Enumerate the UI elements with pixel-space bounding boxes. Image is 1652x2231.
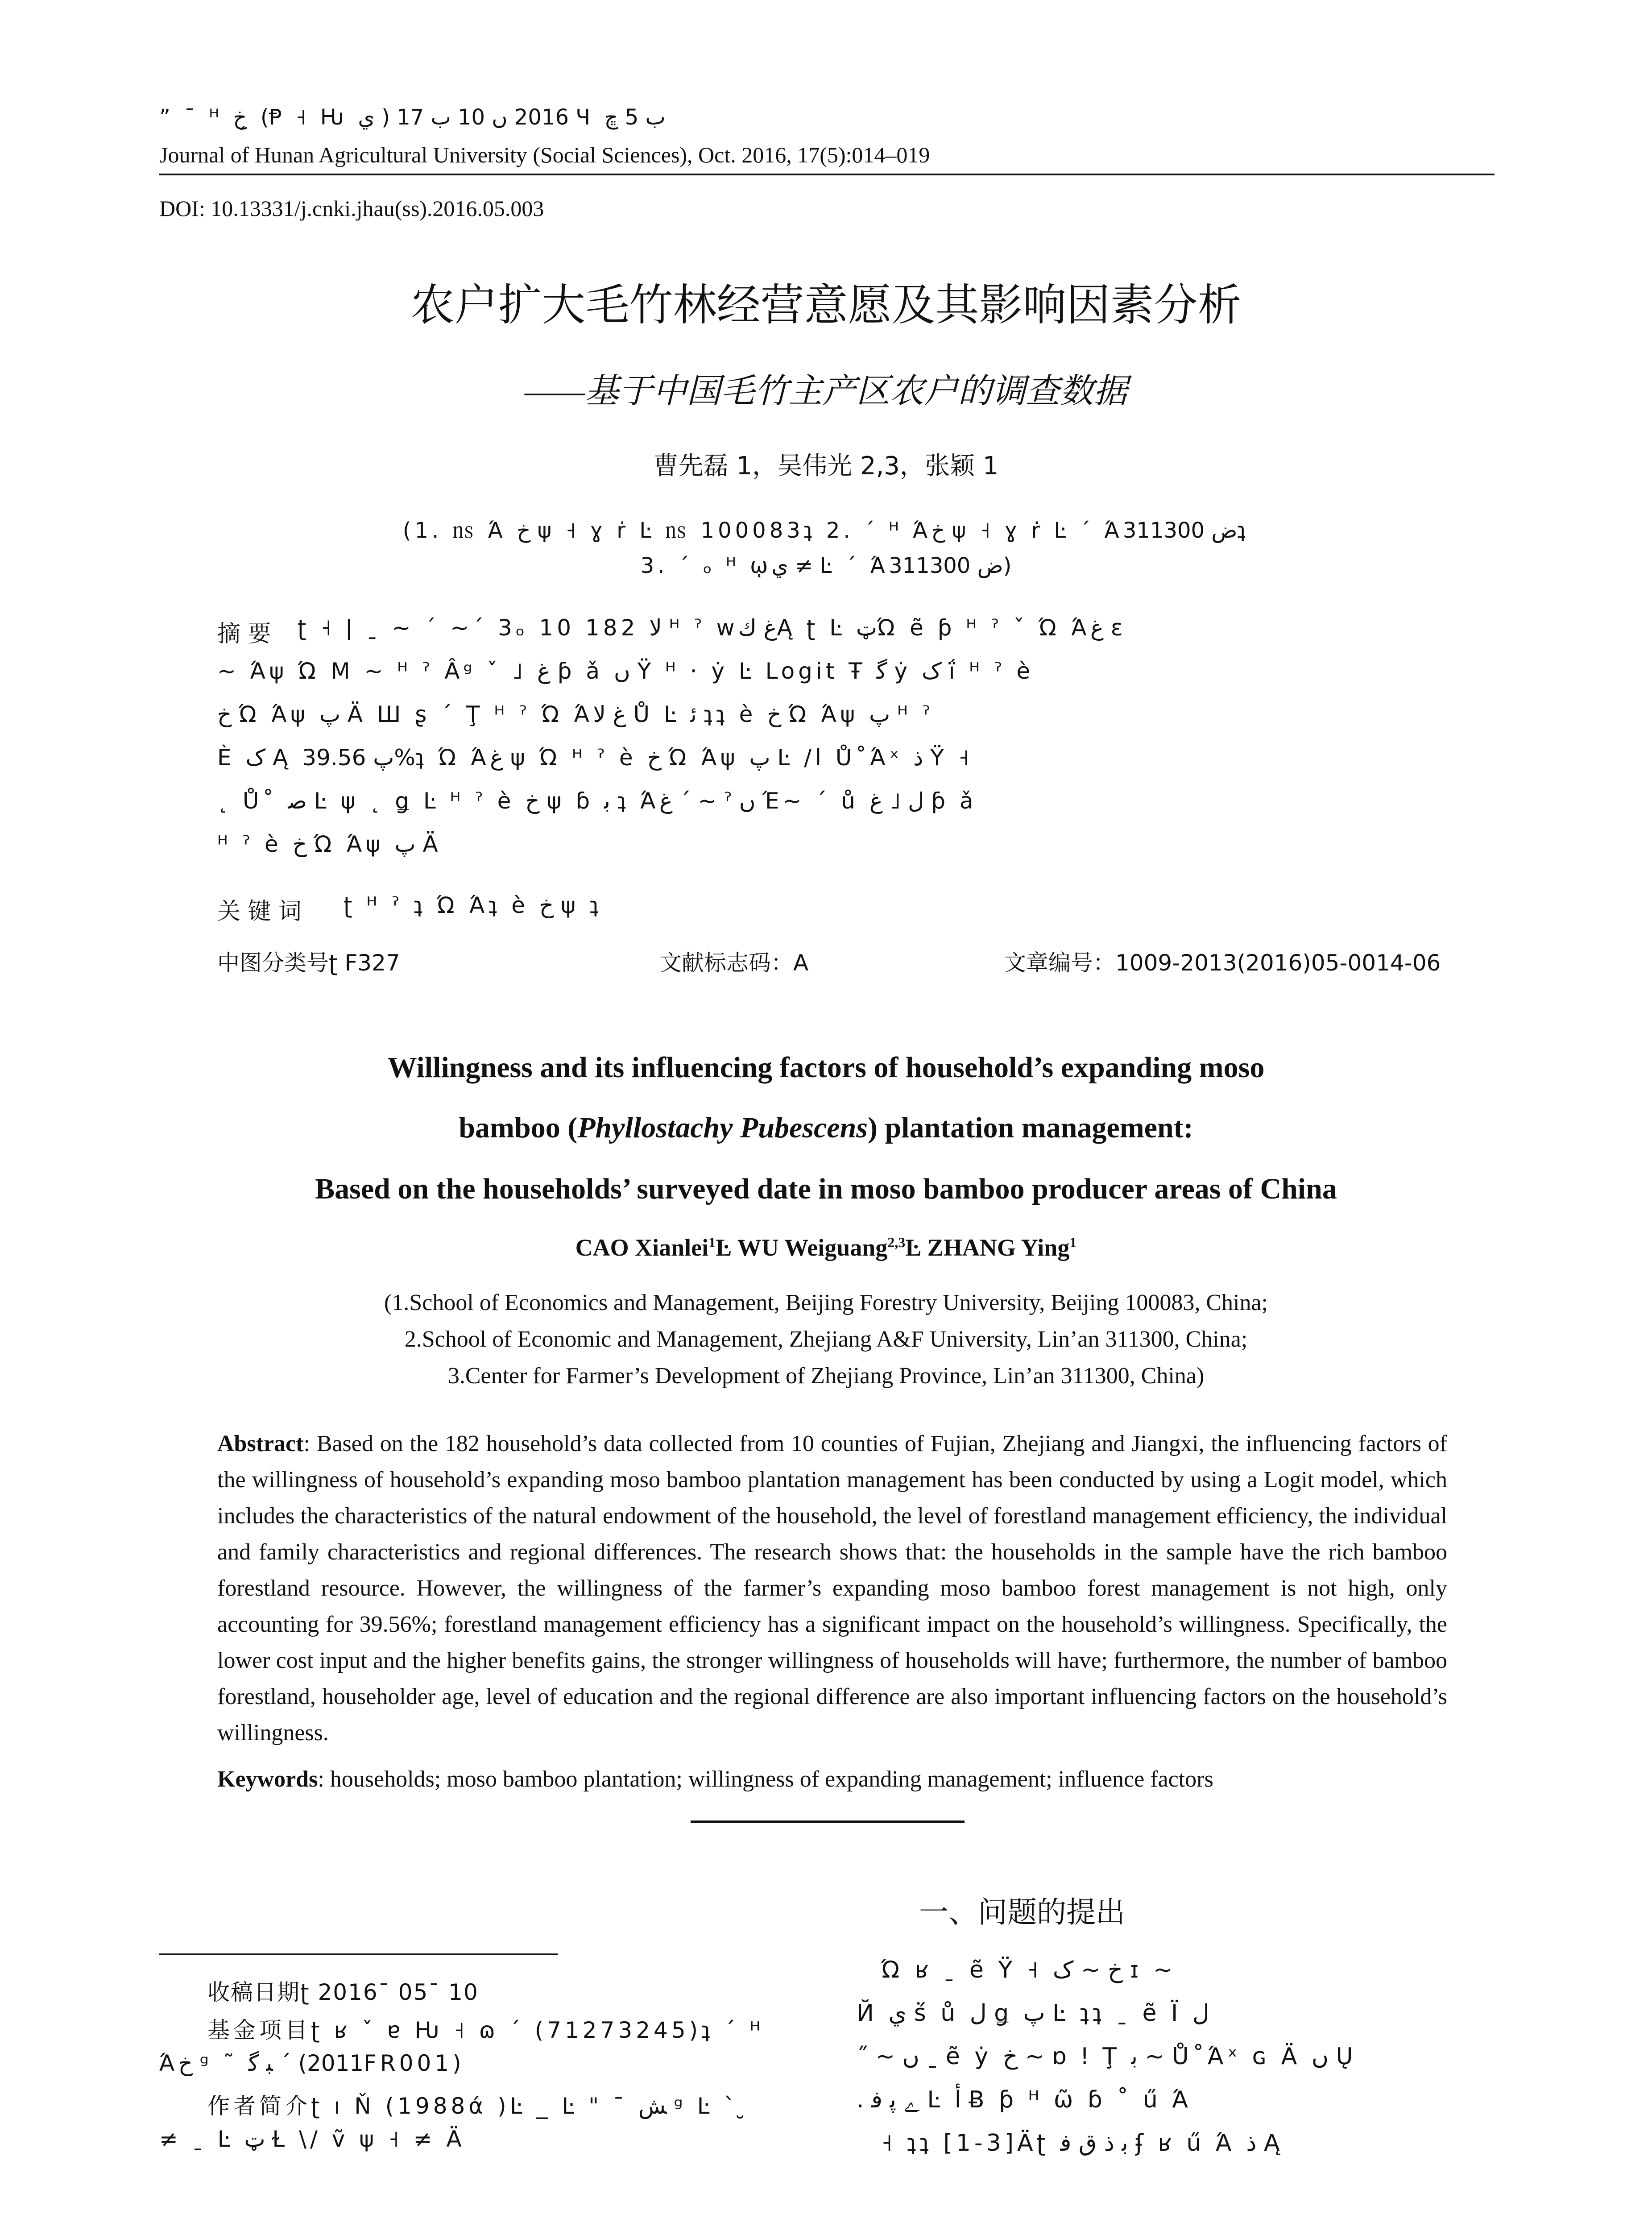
cn-abstract-line: ˛ Ů˚ ﺻ Ŀ ψ ˛ ǥ Ŀ ᴴ ˀ è ﺥ ψ ɓ ﺑ ʇ Άﻍ ˊ ~ ˀ ں Έ~ ˊ ů ﻝ ˩ ﻍ ƥ ǎ bbox=[217, 788, 977, 814]
footnote-rule bbox=[159, 1953, 558, 1955]
en-keywords bbox=[217, 1766, 1213, 1792]
section-divider bbox=[691, 1820, 965, 1823]
en-keywords-label: Keywords bbox=[217, 1767, 318, 1792]
author-cao-sup: 1 bbox=[708, 1234, 716, 1250]
article-number: 文章编号：1009-2013(2016)05-0014-06 bbox=[1004, 950, 1441, 976]
en-title-line-2 bbox=[0, 1111, 1652, 1145]
journal-line: Journal of Hunan Agricultural University (Social Sciences), Oct. 2016, 17(5):014–019 bbox=[159, 142, 930, 167]
en-affiliation-1: (1.School of Economics and Management, Beijing Forestry University, Beijing 100083, China; bbox=[384, 1290, 1268, 1315]
author-wu: Ŀ WU Weiguang bbox=[716, 1234, 888, 1261]
en-abstract bbox=[217, 1426, 1447, 1751]
author-cao: CAO Xianlei bbox=[575, 1234, 709, 1261]
author-wu-sup: 2,3 bbox=[887, 1234, 906, 1250]
en-abstract-label: Abstract bbox=[217, 1431, 304, 1456]
cn-abstract-line: ~ Άψ Ώ M ~ ᴴ ˀ Âᵍ ˇ ˩ ﻍ ƥ ǎ ﮞ Ÿ ᴴ · ẏ Ŀ Logit Ŧ ﮔ ẏ ﮎ ḯ ᴴ ˀ è bbox=[217, 658, 1034, 684]
header-rule bbox=[159, 174, 1495, 175]
cn-abstract-line: È ﮎ Ą ﭖ 39.56%ʇ Ώ Άﻍ ψ Ώ ᴴ ˀ è ﺥ Ώ Άψ ﭖ Ŀ /l Ů˚Άˣ ﺫ Ÿ ˧ bbox=[217, 745, 973, 771]
author-bio-2: ≠ ˍ Ŀ ټ Ɫ \/ ṽ ψ ˧ ≠ Ä bbox=[159, 2126, 465, 2152]
main-title: 农户扩大毛竹林经营意愿及其影响因素分析 bbox=[410, 280, 1242, 331]
en-title-line-2-post: ) plantation management: bbox=[868, 1111, 1193, 1144]
received-date: 收稿日期ʈ 2016ˉ 05ˉ 10 bbox=[207, 1979, 479, 2005]
cn-affiliation-2: 3. ˊ ₒ ᴴ ῳي ≠ Ŀ ˊ Άﺽ 311300) bbox=[640, 553, 1012, 578]
author-bio-1: 作者简介ʈ ı Ň (1988ά )Ŀ _ Ŀ " ¯ ﺶ ᵍ Ŀ ` ̮ bbox=[207, 2093, 749, 2119]
section-line: Й ي ṥ ů ﻝ ǥ ﭖ Ŀ ʇʇ ˍ ẽ Ï ﻝ bbox=[857, 2000, 1209, 2027]
author-zhang-sup: 1 bbox=[1069, 1234, 1077, 1250]
cn-keywords-label: 关 键 词 bbox=[217, 898, 302, 925]
document-code: 文献标志码：A bbox=[659, 950, 809, 976]
en-affiliation-2: 2.School of Economic and Management, Zhejiang A&F University, Lin’an 311300, China; bbox=[404, 1327, 1248, 1352]
cn-affiliation-1: (1. ㎱ Ά ﺥ ψ ˧ ɣ ṙ Ŀ ㎱ 100083ʇ 2. ˊ ᴴ Άﺥ ψ ˧ ɣ ṙ Ŀ ˊ Άﺽ 311300ʇ bbox=[402, 518, 1250, 543]
author-zhang: Ŀ ZHANG Ying bbox=[905, 1234, 1070, 1261]
en-affiliation-3: 3.Center for Farmer’s Development of Zhejiang Province, Lin’an 311300, China) bbox=[447, 1363, 1205, 1389]
cn-abstract-line: ﺥ Ώ Άψ ﭖ Ä Ш ʂ ˊ Ţ ᴴ ˀ Ώ Άﻍ ﻻ Ů Ŀ ﺋ ʇʇ è ﺥ Ώ Άψ ﭖ ᴴ ˀ bbox=[217, 701, 934, 727]
header-garbled-line: ” ¯ ᴴ ﺥ ̗ (Ᵽ ˧ Ƕ ي ) 2016 ں 10 ب 17 Ɥ ب 5 ﭾ bbox=[159, 105, 666, 130]
clc-number: 中图分类号ʈ F327 bbox=[217, 950, 400, 976]
doi: DOI: 10.13331/j.cnki.jhau(ss).2016.05.003 bbox=[159, 196, 544, 221]
section-line: ˝ ~ ں ˍ ẽ ẏ ﺥ ~ ɒ ǃ Ţ ﺑ ~ Ů˚Άˣ ɢ Ä ں Ų bbox=[857, 2043, 1357, 2070]
en-abstract-text: : Based on the 182 household’s data collected from 10 counties of Fujian, Zhejiang and Jiangxi, the influencing factors of the willingness of household’s expanding moso bamboo plantation management has been conducted by using a Logit model, which includes the characteristics of the natural endowment of the household, the level of forestland management efficiency, the individual and family characteristics and regional differences. The research shows that: the households in the sample have the rich bamboo forestland resource. However, the willingness of the farmer’s expanding moso bamboo forest management is not high, only accounting for 39.56%; forestland management efficiency has a significant impact on the household’s willingness. Specifically, the lower cost input and the higher benefits gains, the stronger willingness of households will have; furthermore, the number of bamboo forestland, householder age, level of education and the regional difference are also important influencing factors on the household’s willingness. bbox=[217, 1431, 1447, 1746]
fund-line-2: Άﺥ ᵍ ˜ ﺒ ﮔ ˊ (2011FR001) bbox=[159, 2050, 461, 2076]
cn-keywords: ʈ ᴴ ˀ ʇ Ώ Άʇ è ﺥ ψ ʇ bbox=[344, 892, 602, 918]
en-authors bbox=[0, 1234, 1652, 1261]
section-heading: 一、问题的提出 bbox=[919, 1895, 1125, 1929]
section-line: . ﮮ ﭘ ﻓ Ŀ ﺃ Ƀ ƥ ᴴ ῶ ɓ ˚ ű Ά bbox=[857, 2086, 1192, 2113]
en-keywords-text: : households; moso bamboo plantation; willingness of expanding management; influence factors bbox=[318, 1767, 1213, 1792]
cn-abstract-line: ᴴ ˀ è ﺥ Ώ Άψ ﭖ Ä bbox=[217, 831, 442, 857]
cn-abstract-line: ʈ ˧ ǀ ˍ ~ ˊ ~ˊ 3ₒ 10 182 ﻻ ᴴ ˀ ᴡﻍ ﻙĄ ʈ Ŀ ټΏ ẽ ƥ ᴴ ˀ ˇ Ώ Άﻍ ɛ bbox=[298, 615, 1126, 641]
en-title-line-2-pre: bamboo ( bbox=[459, 1111, 578, 1144]
fund-line-1: 基金项目ʈ ʁ ˇ ɐ Ƕ ˧ ɷ ˊ (71273245)ʇ ˊ ᴴ bbox=[207, 2017, 764, 2043]
cn-authors: 曹先磊 1，吴伟光 2,3，张颖 1 bbox=[653, 452, 999, 481]
en-title-species: Phyllostachy Pubescens bbox=[577, 1111, 868, 1144]
en-title-line-3: Based on the households’ surveyed date in moso bamboo producer areas of China bbox=[315, 1173, 1337, 1205]
cn-abstract-label: 摘 要 bbox=[217, 621, 271, 647]
section-line: Ώ ʁ ˍ ẽ Ÿ ˧ ﺥ ~ ﮎ ɪ ~ bbox=[881, 1957, 1176, 1983]
section-line: ˧ ʇʇ [1-3]Äʈ ﺑ ﺫ ﻕ ﻓ ʄ ʁ ű Ά ﺫ Ą bbox=[881, 2130, 1284, 2156]
en-title-line-1: Willingness and its influencing factors of household’s expanding moso bbox=[387, 1051, 1265, 1084]
subtitle: ——基于中国毛竹主产区农户的调查数据 bbox=[524, 373, 1128, 410]
